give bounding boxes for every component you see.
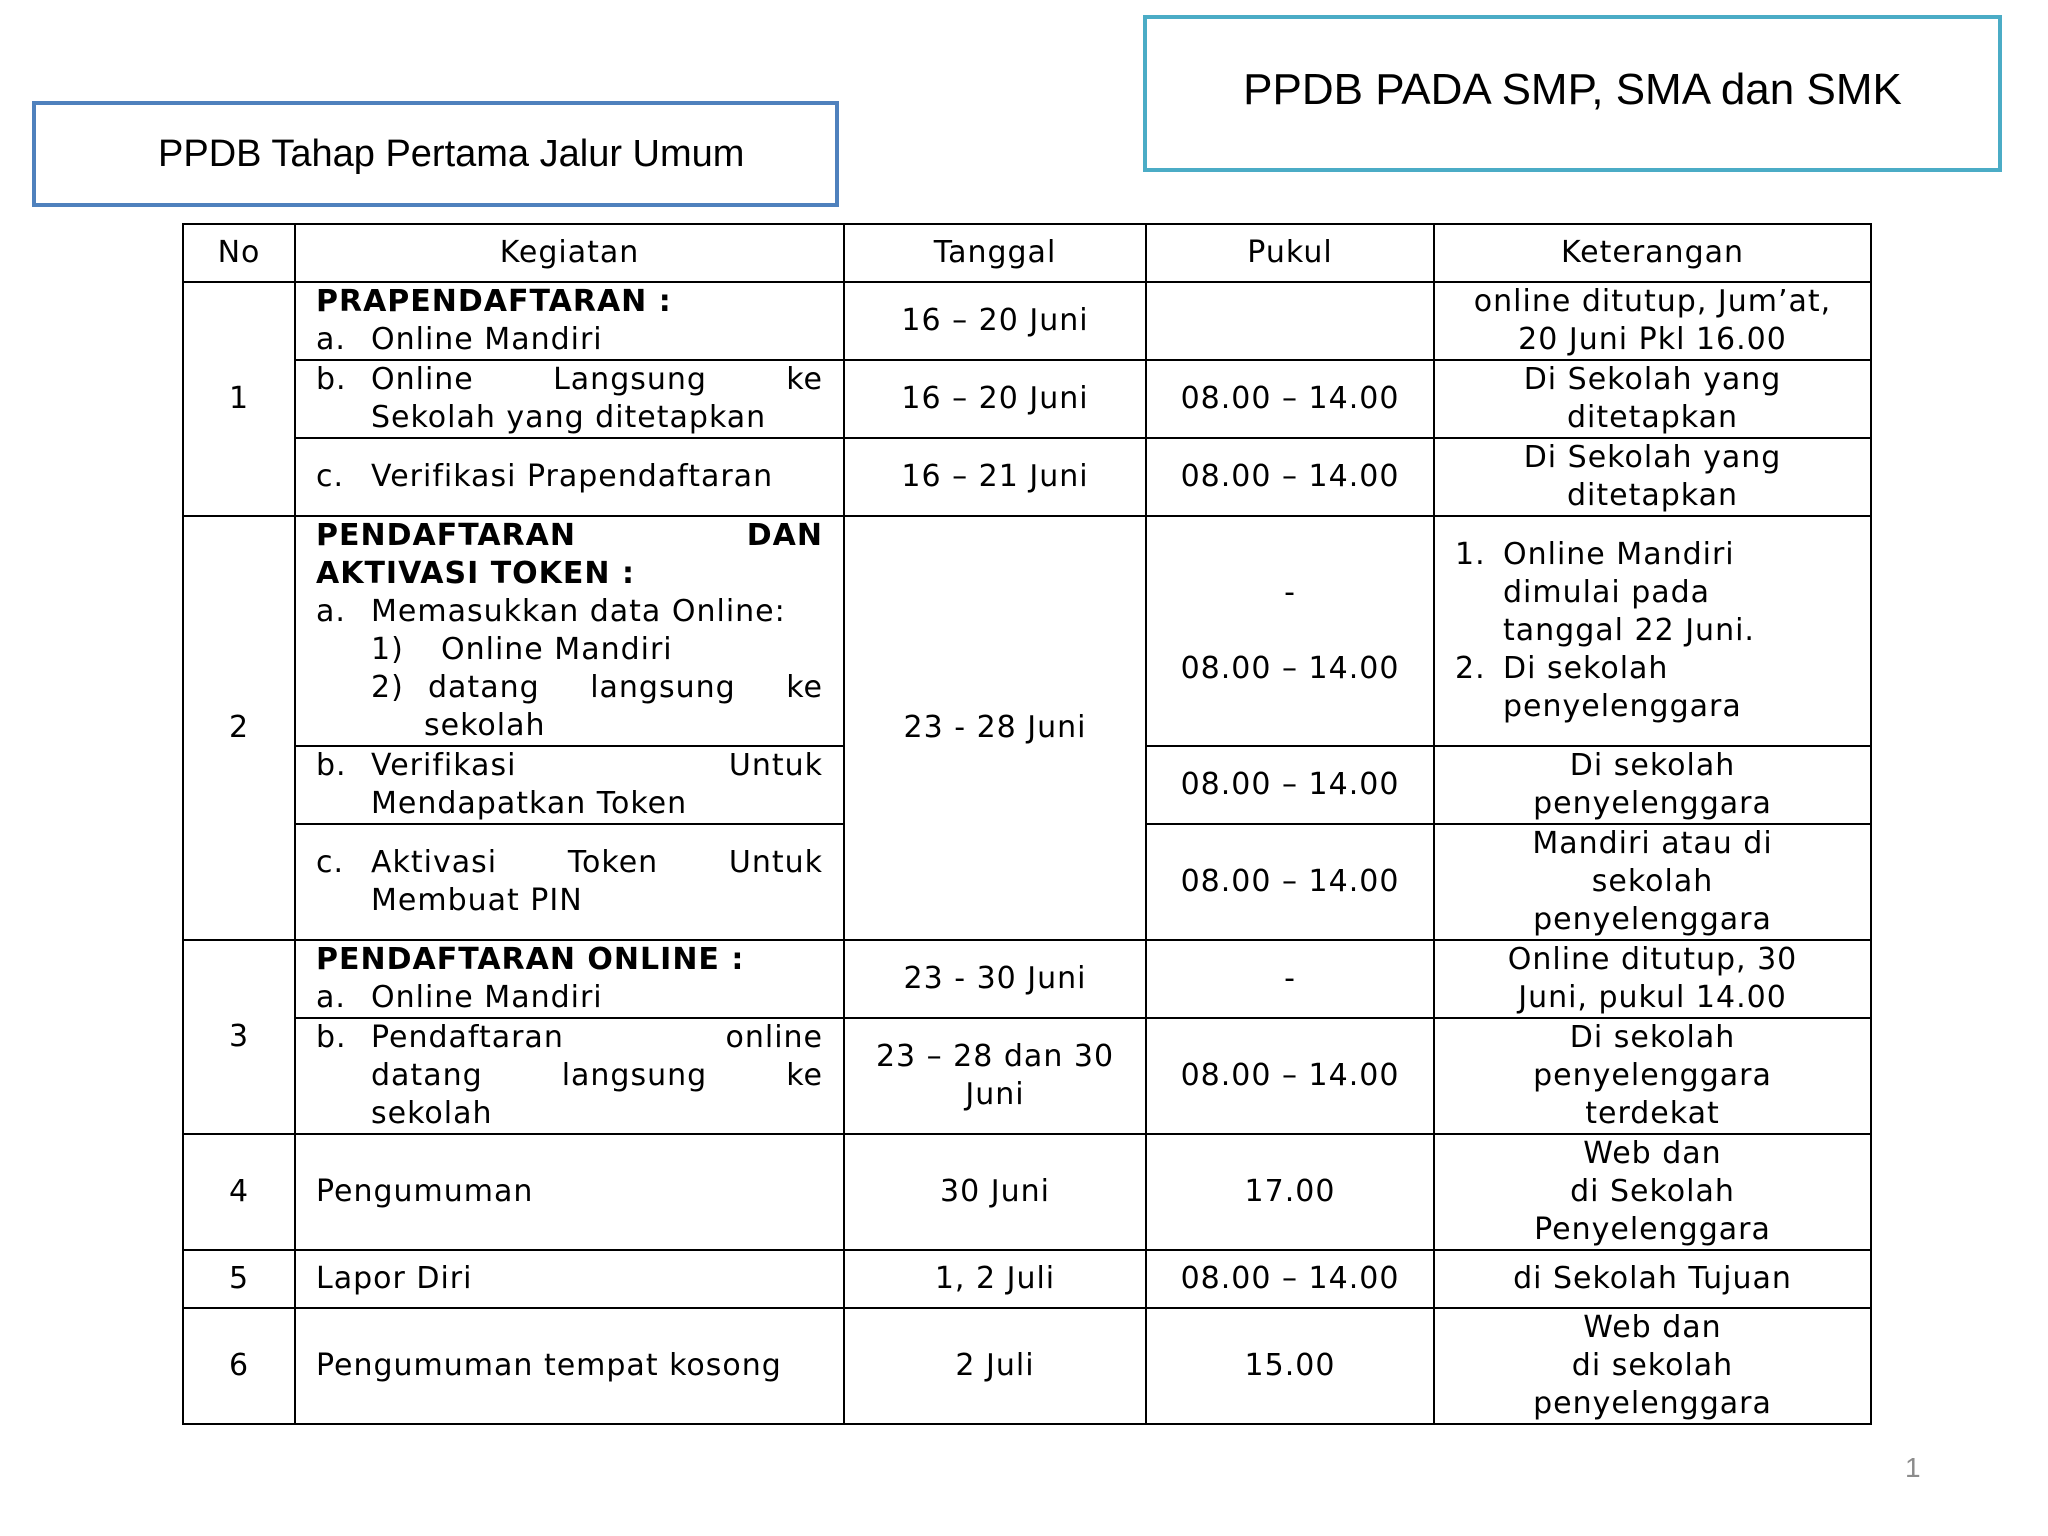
word: Verifikasi: [371, 748, 517, 783]
word: Untuk: [728, 845, 823, 880]
ket-line: terdekat: [1585, 1096, 1720, 1131]
list-item: [316, 361, 823, 399]
row-number: 2: [183, 516, 295, 940]
tanggal-cell: 16 – 20 Juni: [844, 282, 1146, 360]
item-label: b.: [316, 1020, 347, 1055]
sub-item-text-cont: sekolah: [424, 708, 546, 743]
pukul-cell: 08.00 – 14.00: [1146, 746, 1434, 824]
sub-item-text: Online Mandiri: [441, 632, 673, 667]
pukul-cell: [1146, 516, 1434, 746]
item-text-justified: [371, 747, 823, 785]
row-number: 4: [183, 1134, 295, 1250]
ket-line: penyelenggara: [1533, 1386, 1772, 1421]
pukul-cell: [1146, 282, 1434, 360]
header-pukul: Pukul: [1146, 224, 1434, 282]
numbered-text: [1503, 650, 1866, 726]
pukul-cell: 08.00 – 14.00: [1146, 438, 1434, 516]
keterangan-cell: [1434, 824, 1871, 940]
kegiatan-cell: Pengumuman: [295, 1134, 844, 1250]
kegiatan-cell: [295, 824, 844, 940]
spacer: [1151, 612, 1429, 650]
sub-item-label: 2): [371, 670, 404, 705]
ket-line: Online Mandiri: [1503, 537, 1735, 572]
ket-line: penyelenggara: [1533, 1058, 1772, 1093]
header-tanggal: Tanggal: [844, 224, 1146, 282]
pukul-cell: 08.00 – 14.00: [1146, 1018, 1434, 1134]
row-number: 3: [183, 940, 295, 1134]
kegiatan-cell: [295, 1018, 844, 1134]
keterangan-cell: [1434, 438, 1871, 516]
ket-line: Web dan: [1583, 1310, 1722, 1345]
word: Langsung: [553, 362, 707, 397]
tanggal-cell: 2 Juli: [844, 1308, 1146, 1424]
ket-line: ditetapkan: [1566, 478, 1739, 513]
item-text: Memasukkan data Online:: [371, 594, 786, 629]
word: Untuk: [728, 748, 823, 783]
pukul-line: 08.00 – 14.00: [1180, 651, 1400, 686]
item-label: a.: [316, 594, 346, 629]
item-text-cont: Mendapatkan Token: [371, 786, 688, 821]
item-text-justified: [371, 844, 823, 882]
header-no: No: [183, 224, 295, 282]
table-row: [183, 360, 1871, 438]
pukul-cell: 08.00 – 14.00: [1146, 824, 1434, 940]
item-text: Online Mandiri: [371, 322, 603, 357]
word: online: [725, 1020, 823, 1055]
pukul-cell: 08.00 – 14.00: [1146, 1250, 1434, 1308]
ket-line: Di Sekolah yang: [1523, 362, 1782, 397]
ket-line: Di sekolah: [1569, 1020, 1736, 1055]
sub-list-item: [316, 631, 823, 669]
item-text-cont: sekolah: [371, 1096, 493, 1131]
table-row: [183, 1134, 1871, 1250]
kegiatan-cell: Pengumuman tempat kosong: [295, 1308, 844, 1424]
list-item: [316, 747, 823, 785]
header-kegiatan: Kegiatan: [295, 224, 844, 282]
tanggal-cell: 1, 2 Juli: [844, 1250, 1146, 1308]
ket-line: di Sekolah: [1570, 1174, 1735, 1209]
item-label: a.: [316, 322, 346, 357]
tanggal-line: 23 – 28 dan 30: [875, 1039, 1115, 1074]
word: Online: [371, 362, 474, 397]
ket-line: Web dan: [1583, 1136, 1722, 1171]
word: DAN: [746, 518, 823, 553]
ket-line: 20 Juni Pkl 16.00: [1518, 322, 1787, 357]
item-text-cont: Sekolah yang ditetapkan: [371, 400, 767, 435]
item-label: a.: [316, 980, 346, 1015]
ket-line: Di sekolah: [1503, 651, 1669, 686]
pukul-cell: 15.00: [1146, 1308, 1434, 1424]
section-heading: PENDAFTARAN ONLINE :: [316, 942, 745, 977]
item-label: b.: [316, 362, 347, 397]
item-text-justified: [371, 1019, 823, 1057]
word: ke: [786, 670, 823, 705]
kegiatan-cell: [295, 746, 844, 824]
list-item: [316, 321, 823, 359]
slide-number: 1: [1905, 1452, 1921, 1483]
ket-line: penyelenggara: [1533, 902, 1772, 937]
pukul-cell: -: [1146, 940, 1434, 1018]
item-label: c.: [316, 845, 345, 880]
numbered-item: [1455, 650, 1866, 726]
item-text-cont: Membuat PIN: [371, 883, 583, 918]
tanggal-cell: 16 – 20 Juni: [844, 360, 1146, 438]
tanggal-cell: 30 Juni: [844, 1134, 1146, 1250]
sub-list-item: [316, 669, 823, 707]
ket-line: Penyelenggara: [1534, 1212, 1771, 1247]
word: datang: [428, 670, 540, 705]
list-item: [316, 844, 823, 882]
keterangan-cell: [1434, 1018, 1871, 1134]
keterangan-cell: di Sekolah Tujuan: [1434, 1250, 1871, 1308]
ket-line: sekolah: [1591, 864, 1714, 899]
kegiatan-cell: [295, 438, 844, 516]
table-row: [183, 438, 1871, 516]
header-row: [183, 224, 1871, 282]
sub-item-text: [428, 669, 823, 707]
word: langsung: [561, 1058, 708, 1093]
ket-line: dimulai pada: [1503, 575, 1711, 610]
table-row: [183, 940, 1871, 1018]
table-row: [183, 516, 1871, 746]
item-label: c.: [316, 459, 345, 494]
kegiatan-cell: Lapor Diri: [295, 1250, 844, 1308]
keterangan-cell: [1434, 940, 1871, 1018]
list-item: [316, 979, 823, 1017]
pukul-cell: 08.00 – 14.00: [1146, 360, 1434, 438]
word: PENDAFTARAN: [316, 518, 576, 553]
keterangan-cell: [1434, 282, 1871, 360]
word: ke: [786, 1058, 823, 1093]
item-text: Online Mandiri: [371, 980, 603, 1015]
pukul-cell: 17.00: [1146, 1134, 1434, 1250]
ket-line: tanggal 22 Juni.: [1503, 613, 1755, 648]
table-row: [183, 282, 1871, 360]
header-keterangan: Keterangan: [1434, 224, 1871, 282]
main-title-text: PPDB PADA SMP, SMA dan SMK: [1243, 64, 1902, 114]
ket-line: Di Sekolah yang: [1523, 440, 1782, 475]
word: ke: [786, 362, 823, 397]
table-row: [183, 1308, 1871, 1424]
number-label: 1.: [1455, 537, 1486, 572]
ket-line: penyelenggara: [1533, 786, 1772, 821]
ket-line: Di sekolah: [1569, 748, 1736, 783]
table-row: [183, 1018, 1871, 1134]
word: Pendaftaran: [371, 1020, 564, 1055]
item-label: b.: [316, 748, 347, 783]
kegiatan-cell: [295, 282, 844, 360]
numbered-text: [1503, 536, 1866, 650]
keterangan-cell: [1434, 360, 1871, 438]
table-row: [183, 1250, 1871, 1308]
pukul-line: -: [1284, 575, 1296, 610]
word: Aktivasi: [371, 845, 498, 880]
word: langsung: [590, 670, 736, 705]
tanggal-line: Juni: [965, 1077, 1025, 1112]
item-text-cont: [316, 1057, 823, 1095]
row-number: 6: [183, 1308, 295, 1424]
item-text-justified: [371, 361, 823, 399]
ket-line: penyelenggara: [1503, 689, 1742, 724]
keterangan-cell: [1434, 746, 1871, 824]
number-label: 2.: [1455, 651, 1486, 686]
ket-line: online ditutup, Jum’at,: [1473, 284, 1832, 319]
schedule-table: [182, 223, 1872, 1425]
kegiatan-cell: [295, 516, 844, 746]
keterangan-cell: [1434, 516, 1871, 746]
kegiatan-cell: [295, 360, 844, 438]
list-item: [316, 593, 823, 631]
item-text: Verifikasi Prapendaftaran: [371, 459, 774, 494]
word: Token: [567, 845, 659, 880]
word: datang: [371, 1058, 483, 1093]
kegiatan-cell: [295, 940, 844, 1018]
section-heading: PRAPENDAFTARAN :: [316, 284, 672, 319]
tanggal-cell: 23 - 30 Juni: [844, 940, 1146, 1018]
row-number: 5: [183, 1250, 295, 1308]
row-number: 1: [183, 282, 295, 516]
ket-line: Mandiri atau di: [1532, 826, 1773, 861]
sub-title: [32, 101, 839, 207]
ket-line: Juni, pukul 14.00: [1518, 980, 1787, 1015]
section-heading-cont: AKTIVASI TOKEN :: [316, 556, 635, 591]
tanggal-cell: 16 – 21 Juni: [844, 438, 1146, 516]
ket-line: di sekolah: [1571, 1348, 1734, 1383]
numbered-item: [1455, 536, 1866, 650]
tanggal-cell: [844, 1018, 1146, 1134]
sub-title-text: PPDB Tahap Pertama Jalur Umum: [158, 132, 745, 175]
list-item: [316, 458, 823, 496]
ket-line: Online ditutup, 30: [1507, 942, 1798, 977]
keterangan-cell: [1434, 1134, 1871, 1250]
sub-item-label: 1): [371, 632, 404, 667]
tanggal-cell: 23 - 28 Juni: [844, 516, 1146, 940]
keterangan-cell: [1434, 1308, 1871, 1424]
section-heading: [316, 517, 823, 555]
main-title: [1143, 15, 2002, 172]
list-item: [316, 1019, 823, 1057]
ket-line: ditetapkan: [1566, 400, 1739, 435]
